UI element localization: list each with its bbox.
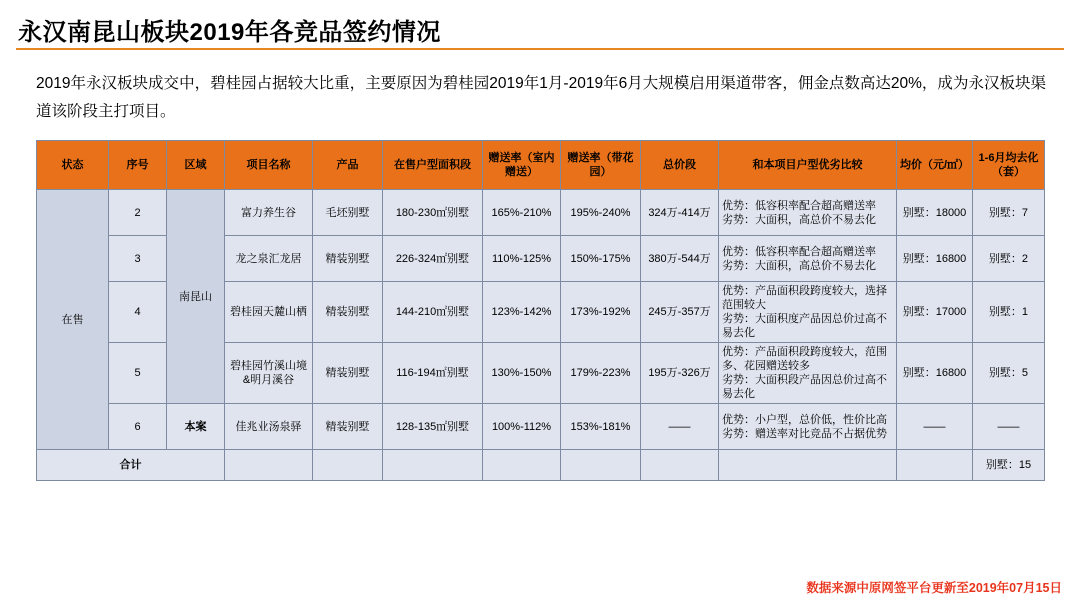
table-body: [37, 190, 1045, 481]
cell-avg-price: 别墅：16800: [897, 343, 973, 404]
total-blank-6: [641, 450, 719, 481]
th-index: 序号: [109, 141, 167, 190]
cell-index: 3: [109, 236, 167, 282]
competitor-contract-table: [36, 140, 1045, 481]
total-blank-3: [383, 450, 483, 481]
comparison-pros: 优势：低容积率配合超高赠送率: [722, 199, 876, 212]
cell-price-range: 245万-357万: [641, 282, 719, 343]
cell-project-name: 佳兆业汤泉驿: [225, 404, 313, 450]
th-status: 状态: [37, 141, 109, 190]
cell-gift-indoor: 165%-210%: [483, 190, 561, 236]
cell-area-range: 116-194㎡别墅: [383, 343, 483, 404]
cell-comparison: [719, 236, 897, 282]
cell-index: 4: [109, 282, 167, 343]
table-row: [37, 190, 1045, 236]
cell-area-range: 180-230㎡别墅: [383, 190, 483, 236]
cell-area: 南昆山: [167, 190, 225, 404]
cell-gift-garden: 195%-240%: [561, 190, 641, 236]
cell-area: 本案: [167, 404, 225, 450]
comparison-cons: 劣势：大面积，高总价不易去化: [722, 259, 876, 272]
cell-index: 5: [109, 343, 167, 404]
page-title: 永汉南昆山板块2019年各竞品签约情况: [18, 19, 441, 46]
comparison-cons: 劣势：大面积，高总价不易去化: [722, 213, 876, 226]
intro-paragraph: 2019年永汉板块成交中，碧桂园占据较大比重，主要原因为碧桂园2019年1月-2019年6月大规模启用渠道带客，佣金点数高达20%，成为永汉板块渠道该阶段主打项目。: [36, 75, 1046, 120]
th-gift-indoor: 赠送率（室内赠送）: [483, 141, 561, 190]
th-sales: 1-6月均去化（套）: [973, 141, 1045, 190]
cell-sales: ——: [973, 404, 1045, 450]
cell-comparison: [719, 190, 897, 236]
cell-project-name: 富力养生谷: [225, 190, 313, 236]
comparison-pros: 优势：产品面积段跨度较大，选择范围较大: [722, 285, 887, 311]
cell-project-name: 碧桂园竹溪山境&明月溪谷: [225, 343, 313, 404]
cell-product: 精装别墅: [313, 404, 383, 450]
total-blank-8: [897, 450, 973, 481]
th-comparison: 和本项目户型优劣比较: [719, 141, 897, 190]
cell-area-range: 144-210㎡别墅: [383, 282, 483, 343]
total-blank-5: [561, 450, 641, 481]
table-row: [37, 404, 1045, 450]
comparison-cons: 劣势：赠送率对比竞品不占据优势: [722, 427, 887, 440]
table-header: [37, 141, 1045, 190]
total-label: 合计: [37, 450, 225, 481]
cell-product: 毛坯别墅: [313, 190, 383, 236]
cell-gift-indoor: 110%-125%: [483, 236, 561, 282]
cell-avg-price: ——: [897, 404, 973, 450]
cell-gift-garden: 153%-181%: [561, 404, 641, 450]
cell-project-name: 碧桂园天麓山栖: [225, 282, 313, 343]
cell-index: 6: [109, 404, 167, 450]
comparison-pros: 优势：低容积率配合超高赠送率: [722, 245, 876, 258]
comparison-cons: 劣势：大面积段产品因总价过高不易去化: [722, 374, 887, 400]
comparison-cons: 劣势：大面积度产品因总价过高不易去化: [722, 313, 887, 339]
cell-avg-price: 别墅：16800: [897, 236, 973, 282]
cell-gift-indoor: 130%-150%: [483, 343, 561, 404]
cell-sales: 别墅：1: [973, 282, 1045, 343]
cell-avg-price: 别墅：17000: [897, 282, 973, 343]
cell-sales: 别墅：7: [973, 190, 1045, 236]
cell-comparison: [719, 282, 897, 343]
total-blank-2: [313, 450, 383, 481]
cell-status: 在售: [37, 190, 109, 450]
table-header-row: [37, 141, 1045, 190]
cell-price-range: 324万-414万: [641, 190, 719, 236]
cell-product: 精装别墅: [313, 343, 383, 404]
cell-product: 精装别墅: [313, 236, 383, 282]
th-gift-garden: 赠送率（带花园）: [561, 141, 641, 190]
cell-gift-garden: 150%-175%: [561, 236, 641, 282]
th-area-range: 在售户型面积段: [383, 141, 483, 190]
cell-sales: 别墅：5: [973, 343, 1045, 404]
cell-gift-indoor: 100%-112%: [483, 404, 561, 450]
total-blank-7: [719, 450, 897, 481]
cell-gift-garden: 179%-223%: [561, 343, 641, 404]
cell-comparison: [719, 343, 897, 404]
cell-price-range: 380万-544万: [641, 236, 719, 282]
cell-product: 精装别墅: [313, 282, 383, 343]
cell-price-range: ——: [641, 404, 719, 450]
th-avg-price: 均价（元/㎡）: [897, 141, 973, 190]
cell-index: 2: [109, 190, 167, 236]
total-blank-1: [225, 450, 313, 481]
cell-sales: 别墅：2: [973, 236, 1045, 282]
cell-avg-price: 别墅：18000: [897, 190, 973, 236]
comparison-pros: 优势：小户型，总价低，性价比高: [722, 413, 887, 426]
cell-area-range: 226-324㎡别墅: [383, 236, 483, 282]
th-area: 区域: [167, 141, 225, 190]
cell-area-range: 128-135㎡别墅: [383, 404, 483, 450]
comparison-pros: 优势：产品面积段跨度较大，范围多、花园赠送较多: [722, 346, 887, 372]
th-price-range: 总价段: [641, 141, 719, 190]
table-total-row: [37, 450, 1045, 481]
cell-gift-indoor: 123%-142%: [483, 282, 561, 343]
cell-project-name: 龙之泉汇龙居: [225, 236, 313, 282]
cell-comparison: [719, 404, 897, 450]
total-sales: 别墅：15: [973, 450, 1045, 481]
th-project-name: 项目名称: [225, 141, 313, 190]
title-divider: [16, 48, 1064, 50]
th-product: 产品: [313, 141, 383, 190]
cell-gift-garden: 173%-192%: [561, 282, 641, 343]
cell-price-range: 195万-326万: [641, 343, 719, 404]
total-blank-4: [483, 450, 561, 481]
data-source-footnote: 数据来源中原网签平台更新至2019年07月15日: [806, 581, 1062, 595]
